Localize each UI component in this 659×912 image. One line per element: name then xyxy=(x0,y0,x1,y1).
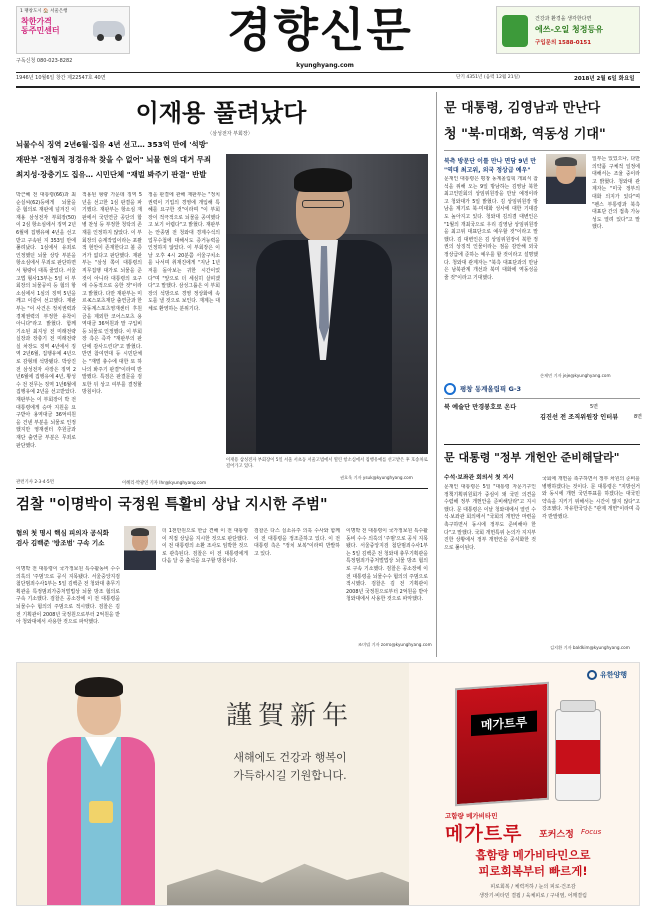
photo-caption: 이재용 삼성전자 부회장이 5일 서울 서초동 서울고법에서 열린 항소심에서 집행유예를 선고받은 후 호송차로 걸어가고 있다. xyxy=(226,458,428,469)
car-wheel-icon xyxy=(97,34,104,41)
left-masthead-ad[interactable] xyxy=(16,6,130,54)
olympic-box-1-title[interactable]: 북 예술단 만경봉호로 온다 xyxy=(444,404,517,411)
car-wheel-icon xyxy=(115,34,122,41)
olympic-label: 평창 동계올림픽 G-3 xyxy=(460,385,522,393)
right-headline-2[interactable]: 청 "북·미대화, 역동성 기대" xyxy=(444,127,606,142)
product-box xyxy=(455,682,549,807)
bottom-right-body-2: 국회에 개헌을 촉구하면서 정부 차원의 준비를 병행하겠다는 것이다. 문 대통령은 "지방선거와 동시에 개헌 국민투표를 하겠다는 대국민 약속을 지키기 위해서는 시간이 많지 않다"고 강조했다. 자유한국당은 "관제 개헌"이라며 즉각 반발했다. xyxy=(542,476,640,520)
bottom-right-rule xyxy=(444,444,640,445)
left-ad-main: 착한가격 동주민센터 xyxy=(21,17,60,35)
right-headline-1[interactable]: 문 대통령, 김영남과 만난다 xyxy=(444,101,601,116)
bottom-left-rule xyxy=(16,488,428,489)
olympic-box-2-page: 8면 xyxy=(634,414,643,420)
lead-deck-1: 뇌물수식 징역 2년6월·집유 4년 선고… 353억 만에 '석방' xyxy=(16,140,209,149)
olympic-box-2-title[interactable]: 김진선 전 조직위원장 인터뷰 xyxy=(540,414,619,421)
date-mid: 단기 4351년 (음력 12월 21일) xyxy=(456,75,520,80)
date-right: 2018년 2월 6일 화요일 xyxy=(574,76,635,82)
ad-line-1: 새해에도 건강과 행복이 xyxy=(233,751,347,764)
website-url[interactable]: kyunghyang.com xyxy=(296,62,354,69)
subscription-phone: 구독신청 080-023-8282 xyxy=(16,58,73,64)
ad-product-sub: 포커스정 xyxy=(539,830,574,840)
newspaper-title: 경향신문 xyxy=(227,3,413,57)
moon-hair xyxy=(555,157,577,166)
bottom-left-headline[interactable]: 검찰 "이명박이 국정원 특활비 상납 지시한 주범" xyxy=(16,496,328,513)
person-glasses-icon xyxy=(302,200,344,208)
olympic-box-1-page: 5면 xyxy=(590,404,599,410)
lead-byline: 이혜리·박광연 기자 lhr@kyunghyang.com xyxy=(122,481,207,486)
bottom-right-headline[interactable]: 문 대통령 "정부 개헌안 준비해달라" xyxy=(444,451,620,464)
left-ad-top: 1 팽창도시 🏠 서울은행 xyxy=(20,9,68,14)
date-left: 1946년 10월6일 창간 제22547호 40면 xyxy=(16,75,106,81)
right-masthead-ad[interactable] xyxy=(496,6,640,54)
bottom-left-body-2: 더 1천만원으로 한급 견해 이 전 대통령이 직접 상납을 지시한 것으로 판단했다. 이 전 대통령의 소환 조사도 임박한 것으로 관측된다. 검찰은 이 전 대통령에게 다음 달 중 출석을 요구할 방침이다. xyxy=(162,528,248,565)
lee-portrait xyxy=(124,526,156,570)
right-story-body-2: 일부는 있었으나, 다만 의약품 구체적 일정에 대해서는 조율 중이라고 밝혔다. 청와대 관계자는 "미국 정부의 대화 의지가 있다"며 "펜스 부통령과 북측 대표단 간의 접촉 가능성도 열려 있다"고 말했다. xyxy=(592,156,640,231)
bottom-left-body-4: 이명박 전 대통령이 국가정보원 특수활동비 수수 의혹의 '주범'으로 공식 지목됐다. 서울중앙지검 첨단범죄수사1부는 5일 김백준 전 청와대 총무기획관을 특정범죄가중처벌법상 뇌물 방조 혐의로 구속 기소했다. 검찰은 공소장에 이 전 대통령을 뇌물수수 혐의의 주범으로 적시했다. 검찰은 김 전 기획관이 2008년 국정원으로부터 2억원을 받아 청와대에서 사용한 것으로 파악했다. xyxy=(346,528,428,603)
right-story-body: 문재인 대통령은 평창 동계올림픽 개회식 참석을 위해 오는 9일 방남하는 김영남 북한 최고인민회의 상임위원장을 만날 예정이라고 청와대가 5일 밝혔다. 김 상임위원장 방남을 계기로 북·미대화 성사에 대한 기대감도 높아지고 있다. 청와대 김의겸 대변인은 "1월의 개최국으로 우리 김영남 상임위원장을 최고위 대표단으로 예우할 것"이라고 말했다. 김 대변인은 김 상임위원장이 북한 정권의 상징적 인물이라는 점을 감안해 외국 정상급에 준하는 예우를 할 것이라고 설명했다. 청와대 관계자는 "북측 대표단과의 만남은 남북관계 개선과 북미 대화에 역동성을 줄 것"이라고 기대했다. xyxy=(444,176,538,281)
bottom-left-byline: 조미덥 기자 zorro@kyunghyang.com xyxy=(358,642,432,647)
ad-greeting: 謹賀新年 xyxy=(225,701,354,731)
ad-line-2: 가득하시길 기원합니다. xyxy=(233,769,347,782)
person-hair xyxy=(294,168,352,192)
bottom-right-byline: 김지환 기자 baldkim@kyunghyang.com xyxy=(550,645,630,650)
bottom-left-body-3: 검찰은 다스 실소유주 의혹 수사와 함께 이 전 대통령을 정조준하고 있다. 이 전 대통령 측은 "정치 보복"이라며 반발하고 있다. xyxy=(254,528,340,557)
olympic-rule xyxy=(444,398,640,399)
bottom-right-body: 문재인 대통령은 5일 "대통령 자문기구인 정책기획위원회가 중심이 돼 국민 의견을 수렴해 정부 개헌안을 준비해달라"고 지시했다. 문 대통령은 이날 청와대에서 열린 수석·보좌관 회의에서 "국회의 개헌안 마련을 촉구하면서 동시에 정부도 준비해야 한다"고 말했다. 국회 개헌특위 논의가 지지부진한 상황에서 정부 개헌안을 공식화한 것으로 풀이된다. xyxy=(444,484,536,551)
masthead-rule-top xyxy=(16,72,640,73)
ad-kicker: 고함량 메가비타민 xyxy=(445,812,498,820)
lead-column-3: 정을 판결에 관해 재판부는 "정치권력이 기업의 경영에 개입해 특혜를 요구한 것"이라며 "이 부회장이 적극적으로 뇌물을 공여했다고 보기 어렵다"고 밝혔다. 재판부는 안종범 전 청와대 경제수석의 업무수첩에 대해서도 증거능력을 인정하지 않았다. 이 부회장은 이날 오후 4시 20분쯤 서울구치소를 나서며 취재진에게 "지난 1년 저를 돌아보는 귀한 시간이었다"며 "앞으로 더 세심히 살피겠다"고 말했다. 삼성그룹은 이 부회장의 석방으로 경영 정상화에 속도를 낼 것으로 보인다. 재계는 대체로 환영하는 분위기다. xyxy=(148,192,220,312)
hanbok-badge-icon xyxy=(89,801,113,823)
product-bottle xyxy=(555,709,601,801)
brand-logo-icon xyxy=(587,670,597,680)
right-deck-1: 북측 방문단 이틀 만나 면담 9년 만 xyxy=(444,158,537,165)
lead-photo[interactable] xyxy=(226,154,428,454)
ad-tags-2: 생장기·비타민 결핍 / 육체피로 / 구내염, 어깨결림 xyxy=(479,893,587,899)
right-ad-line3: 구입문의 1588-0151 xyxy=(535,40,592,46)
ad-slogan-1: 흡함량 메가비타민으로 xyxy=(475,848,591,862)
bottom-right-deck: 수석·보좌관 회의서 첫 지시 xyxy=(444,475,514,481)
figure-hair xyxy=(75,677,123,697)
photo-credit: 권호욱 기자 ysuk@kyunghyang.com xyxy=(340,475,413,480)
ad-product-en: Focus xyxy=(581,828,602,836)
ad-product-name: 메가트루 xyxy=(445,823,523,845)
column-divider xyxy=(436,92,437,657)
lead-subtitle: 〈삼성전자 부회장〉 xyxy=(207,131,253,137)
lead-column-1: 박근혜 전 대통령(66)과 최순실씨(62)등에게 뇌물을 준 혐의로 재판에 넘겨진 이재용 삼성전자 부회장(50)이 2심 항소심에서 징역 2년6월에 집행유예 4년을 선고받고 구속된 지 353일 만에 풀려났다. 1심에서 유죄로 인정했던 뇌물 상당 부분을 항소심에서 무죄로 판단하면서 형량이 대폭 줄었다. 서울고법 형사13부는 5일 이 부회장의 뇌물공여 등 혐의 항소심에서 1심의 징역 5년을 깨고 이같이 선고했다. 재판부는 "이 사건은 정치권력과 경제권력의 부정한 유착이 아니다"라고 밝혔다. 함께 기소된 최지성 전 미래전략실장과 장충기 전 미래전략실 차장도 징역 4년에서 징역 2년6월, 집행유예 4년으로 감형돼 석방됐다. 박상진 전 삼성전자 사장은 징역 2년6월에 집행유예 4년, 황성수 전 전무는 징역 1년6월에 집행유예 2년을 선고받았다. 재판부는 이 부회장이 박 전 대통령에게 승마 지원을 요구받아 용역대금 36억여원을 건넨 부분을 뇌물로 인정했지만 영재센터 후원금과 재단 출연금 부분은 무죄로 판단했다. xyxy=(16,192,76,449)
right-story-rule xyxy=(444,150,640,151)
hanbok-figure xyxy=(41,681,161,906)
oil-logo-icon xyxy=(502,15,528,47)
right-deck-2: "역대 최고위, 외국 정상급 예우" xyxy=(444,167,531,174)
right-ad-line1: 건강과 환경을 생각한다면 xyxy=(535,16,592,22)
lead-deck-2: 재판부 "전형적 정경유착 찾을 수 없어" 뇌물 현의 대거 무죄 xyxy=(16,155,212,164)
lead-column-2: 적용된 형량 가운데 징역 5년을 선고한 1심 판결을 파기했다. 재판부는 항소심 재판에서 국민연금 공단의 합병 찬성 등 부정한 청탁의 존재를 인정하지 않았다. 이 부회장의 승계작업이라는 포괄적 현안이 존재한다고 볼 증거가 없다고 판단했다. 재판부는 "삼성 쪽이 대통령의 직무집행 대가로 뇌물을 준 것이 아니라 대통령의 요구에 수동적으로 응한 것"이라고 밝혔다. 다만 재판부는 미르·K스포츠재단 출연금과 한국동계스포츠영재센터 후원금을 제외한 코어스포츠 용역대금 36억원과 말 구입비 등 뇌물로 인정했다. 이 부회장 측은 즉각 "재판부의 판단에 감사드린다"고 밝혔다. 반면 참여연대 등 시민단체는 "재벌 총수에 대한 또 하나의 봐주기 판결"이라며 반발했다. 특검은 판결문을 검토한 뒤 상고 여부를 결정할 방침이다. xyxy=(82,192,142,396)
masthead-rule-bottom xyxy=(16,86,640,88)
lead-headline[interactable]: 이재용 풀려났다 xyxy=(135,98,307,127)
bottom-left-deck-1: 혐의 첫 명시 핵심 피의자 공식화 xyxy=(16,529,109,537)
moon-portrait xyxy=(546,154,586,204)
bottle-label xyxy=(556,740,600,774)
lee-hair xyxy=(131,528,149,536)
ad-brand: 유한양행 xyxy=(600,671,628,679)
bottom-advertisement[interactable] xyxy=(16,662,640,906)
bottom-left-body: 이명박 전 대통령이 국가정보원 특수활동비 수수 의혹의 '주범'으로 공식 지목됐다. 서울중앙지검 첨단범죄수사1부는 5일 김백준 전 청와대 총무기획관을 특정범죄가중처벌법상 뇌물 방조 혐의로 구속 기소했다. 검찰은 공소장에 이 전 대통령을 뇌물수수 혐의의 주범으로 적시했다. 검찰은 김 전 기획관이 2008년 국정원으로부터 2억원을 받아 청와대에서 사용한 것으로 파악했다. xyxy=(16,566,120,626)
lead-related-ref: 관련기사 2·3·4·5면 xyxy=(16,480,54,485)
ad-brand-logo xyxy=(587,669,635,683)
olympic-logo-icon xyxy=(444,383,456,395)
ad-landscape xyxy=(167,853,417,906)
right-story-byline: 손제민 기자 jeje@kyunghyang.com xyxy=(540,373,611,378)
ad-slogan-2: 피로회복부터 빠르게! xyxy=(478,864,588,878)
product-box-label: 메가트루 xyxy=(471,711,537,737)
ad-tags-1: 피로회복 / 체력저하 / 눈의 피로·건조감 xyxy=(490,884,576,890)
bottom-left-deck-2: 검사 김백준 '방조범' 구속 기소 xyxy=(16,539,105,547)
right-ad-line2: 에쓰-오일 청정등유 xyxy=(535,25,603,34)
bottle-cap xyxy=(560,700,596,712)
lead-deck-3: 최지성·장충기도 집유… 시민단체 "재벌 봐주기 판결" 반발 xyxy=(16,170,207,179)
